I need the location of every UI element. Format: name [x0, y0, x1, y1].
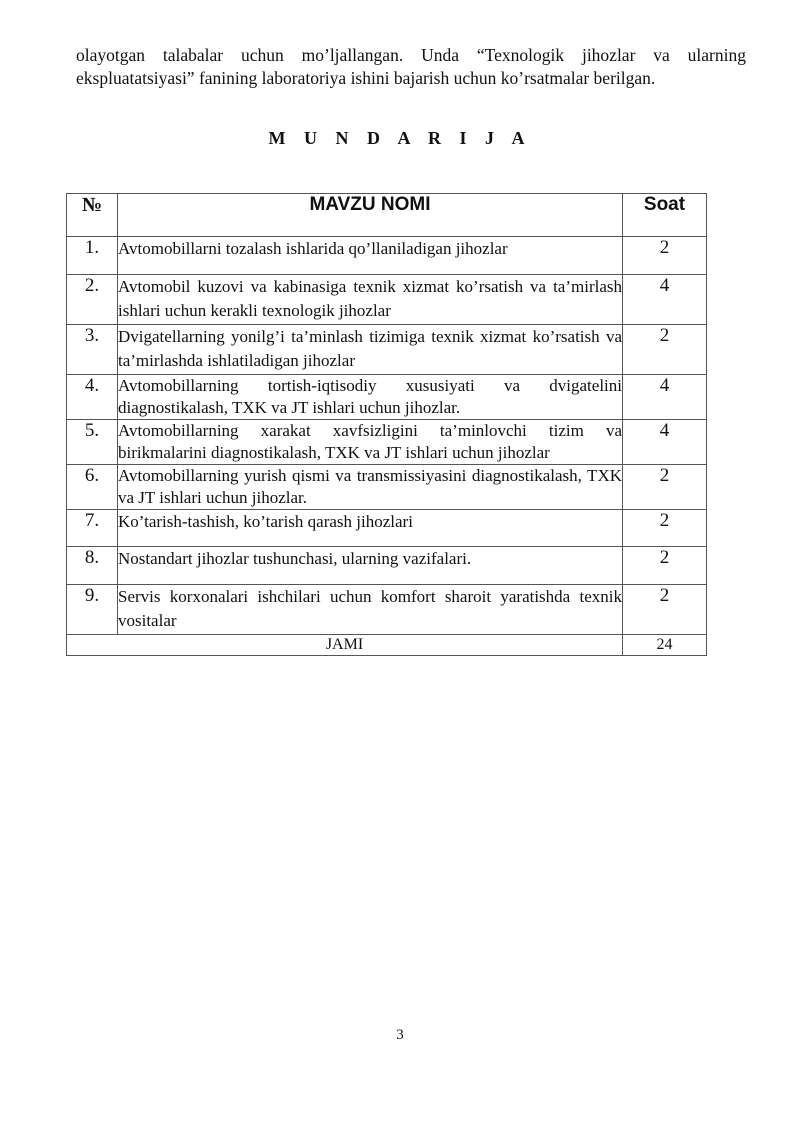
row-topic: Dvigatellarning yonilg’i ta’minlash tizimiga texnik xizmat ko’rsatish va ta’mirlashda ishlatiladigan jihozlar [118, 325, 623, 375]
row-topic: Avtomobillarning yurish qismi va transmissiyasini diagnostikalash, TXK va JT ishlari uchun jihozlar. [118, 465, 623, 510]
row-topic: Avtomobil kuzovi va kabinasiga texnik xizmat ko’rsatish va ta’mirlash ishlari uchun kerakli texnologik jihozlar [118, 275, 623, 325]
table-row [67, 375, 707, 420]
row-number: 1. [67, 237, 118, 275]
table-row [67, 510, 707, 547]
row-topic: Avtomobillarni tozalash ishlarida qo’llaniladigan jihozlar [118, 237, 623, 275]
row-topic: Nostandart jihozlar tushunchasi, ularning vazifalari. [118, 547, 623, 585]
table-header-row [67, 194, 707, 237]
row-number: 4. [67, 375, 118, 420]
row-hours: 2 [623, 325, 707, 375]
row-hours: 2 [623, 465, 707, 510]
row-number: 5. [67, 420, 118, 465]
header-topic-name: MAVZU NOMI [118, 194, 623, 237]
table-row [67, 585, 707, 635]
row-hours: 4 [623, 275, 707, 325]
table-row [67, 547, 707, 585]
row-number: 7. [67, 510, 118, 547]
intro-line-1: olayotgan talabalar uchun mo’ljallangan. Unda “Texnologik jihozlar va ularning [76, 45, 746, 65]
row-hours: 4 [623, 420, 707, 465]
page-title: M U N D A R I J A [268, 128, 532, 148]
page-number: 3 [396, 1027, 404, 1043]
row-topic: Ko’tarish-tashish, ko’tarish qarash jihozlari [118, 510, 623, 547]
total-label: JAMI [67, 635, 623, 656]
row-topic: Servis korxonalari ishchilari uchun komfort sharoit yaratishda texnik vositalar [118, 585, 623, 635]
total-hours: 24 [623, 635, 707, 656]
row-number: 2. [67, 275, 118, 325]
intro-paragraph [76, 44, 746, 90]
row-hours: 4 [623, 375, 707, 420]
row-topic: Avtomobillarning xarakat xavfsizligini ta’minlovchi tizim va birikmalarini diagnostikalash, TXK va JT ishlari uchun jihozlar [118, 420, 623, 465]
row-number: 8. [67, 547, 118, 585]
row-hours: 2 [623, 585, 707, 635]
table-row [67, 275, 707, 325]
table-row [67, 420, 707, 465]
total-row [67, 635, 707, 656]
row-hours: 2 [623, 237, 707, 275]
intro-line-2: ekspluatatsiyasi” fanining laboratoriya ishini bajarish uchun ko’rsatmalar berilgan. [76, 68, 656, 88]
table-row [67, 325, 707, 375]
row-hours: 2 [623, 547, 707, 585]
table-row [67, 237, 707, 275]
row-number: 3. [67, 325, 118, 375]
row-topic: Avtomobillarning tortish-iqtisodiy xususiyati va dvigatelini diagnostikalash, TXK va JT ishlari uchun jihozlar. [118, 375, 623, 420]
header-hours: Soat [623, 194, 707, 237]
row-hours: 2 [623, 510, 707, 547]
contents-table [66, 193, 707, 656]
table-row [67, 465, 707, 510]
row-number: 9. [67, 585, 118, 635]
row-number: 6. [67, 465, 118, 510]
header-number: № [67, 194, 118, 237]
